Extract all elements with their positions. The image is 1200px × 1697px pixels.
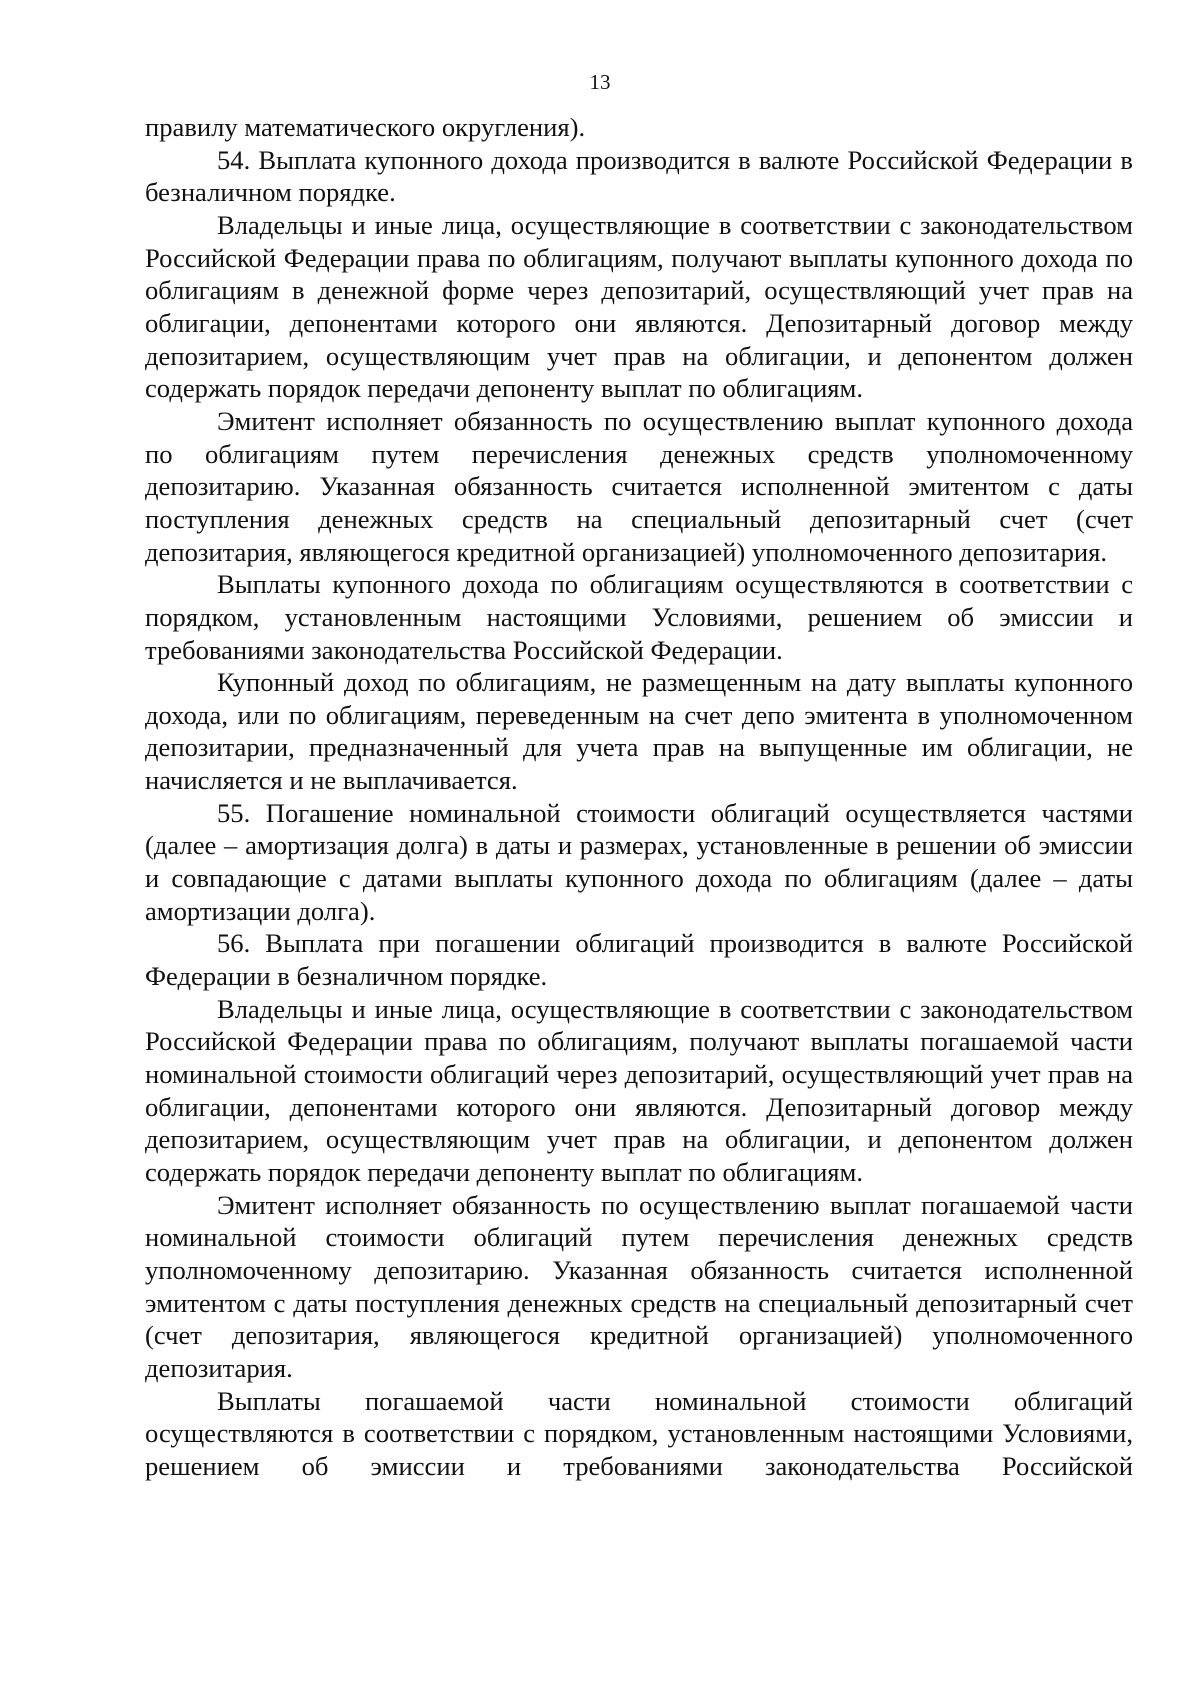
paragraph-54: 54. Выплата купонного дохода производится в валюте Российской Федерации в безналичном порядке. <box>145 144 1133 208</box>
paragraph-56: 56. Выплата при погашении облигаций производится в валюте Российской Федерации в безналичном порядке. <box>145 928 1133 992</box>
paragraph-coupon-not-accrued: Купонный доход по облигациям, не размещенным на дату выплаты купонного дохода, или по облигациям, переведенным на счет депо эмитента в уполномоченном депозитарии, предназначенный для учета прав на выпущенные им облигации, не начисляется и не выплачивается. <box>145 667 1133 796</box>
paragraph-issuer-redemption: Эмитент исполняет обязанность по осуществлению выплат погашаемой части номинальной стоимости облигаций путем перечисления денежных средств уполномоченному депозитарию. Указанная обязанность считается исполненной эмитентом с даты поступления денежных средств на специальный депозитарный счет (счет депозитария, являющегося кредитной организацией) уполномоченного депозитария. <box>145 1189 1133 1383</box>
paragraph-coupon-payments: Выплаты купонного дохода по облигациям осуществляются в соответствии с порядком, установленным настоящими Условиями, решением об эмиссии и требованиями законодательства Российской Федерации. <box>145 569 1133 665</box>
paragraph-continuation: правилу математического округления). <box>145 112 586 142</box>
paragraph-holders-redemption: Владельцы и иные лица, осуществляющие в соответствии с законодательством Российской Федерации права по облигациям, получают выплаты погашаемой части номинальной стоимости облигаций через депозитарий, осуществляющий учет прав на облигации, депонентами которого они являются. Депозитарный договор между депозитарием, осуществляющим учет прав на облигации, и депонентом должен содержать порядок передачи депоненту выплат по облигациям. <box>145 993 1133 1187</box>
page-number: 13 <box>589 70 611 94</box>
paragraph-issuer-coupon: Эмитент исполняет обязанность по осуществлению выплат купонного дохода по облигациям путем перечисления денежных средств уполномоченному депозитарию. Указанная обязанность считается исполненной эмитентом с даты поступления денежных средств на специальный депозитарный счет (счет депозитария, являющегося кредитной организацией) уполномоченного депозитария. <box>145 405 1133 567</box>
paragraph-redemption-payments: Выплаты погашаемой части номинальной стоимости облигаций осуществляются в соответствии с порядком, установленным настоящими Условиями, решением об эмиссии и требованиями законодательства Российской <box>145 1385 1133 1481</box>
document-body <box>145 111 1133 1483</box>
paragraph-55: 55. Погашение номинальной стоимости облигаций осуществляется частями (далее – амортизация долга) в даты и размерах, установленные в решении об эмиссии и совпадающие с датами выплаты купонного дохода по облигациям (далее – даты амортизации долга). <box>145 797 1133 926</box>
paragraph-holders-coupon: Владельцы и иные лица, осуществляющие в соответствии с законодательством Российской Федерации права по облигациям, получают выплаты купонного дохода по облигациям в денежной форме через депозитарий, осуществляющий учет прав на облигации, депонентами которого они являются. Депозитарный договор между депозитарием, осуществляющим учет прав на облигации, и депонентом должен содержать порядок передачи депоненту выплат по облигациям. <box>145 209 1133 404</box>
